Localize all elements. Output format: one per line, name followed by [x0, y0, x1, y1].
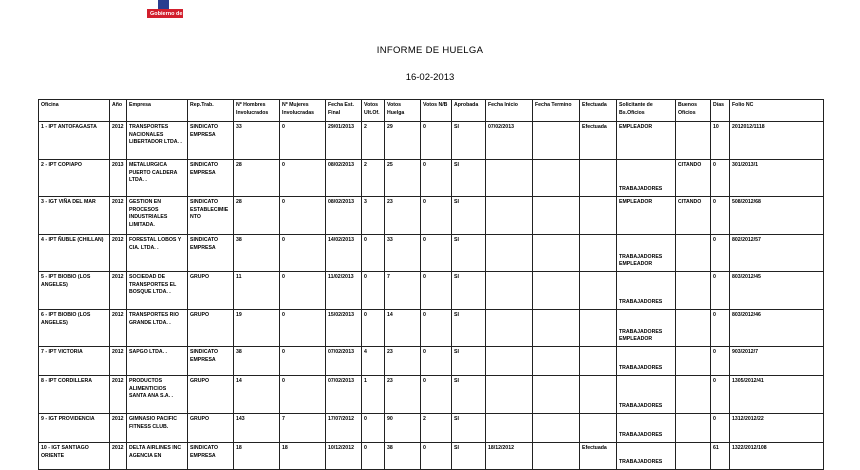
cell-oficina: 1 - IPT ANTOFAGASTA — [39, 122, 110, 160]
cell-aprobada: SI — [452, 443, 486, 470]
cell-hombres: 38 — [234, 347, 280, 376]
cell-folio: 1305/2012/41 — [730, 376, 824, 414]
cell-hombres: 33 — [234, 122, 280, 160]
cell-fecha-termino — [533, 197, 580, 235]
solicitante-top: EMPLEADOR — [619, 124, 653, 130]
cell-aprobada: SI — [452, 310, 486, 347]
cell-rep: SINDICATO EMPRESA — [188, 347, 234, 376]
cell-votos-nb: 0 — [421, 122, 452, 160]
cell-aprobada: SI — [452, 414, 486, 443]
cell-anio: 2012 — [110, 376, 127, 414]
cell-votos-nb: 0 — [421, 443, 452, 470]
col-header-rep-trab: Rep.Trab. — [188, 100, 234, 122]
cell-votos-huelga: 7 — [385, 272, 421, 310]
cell-efectuada — [580, 272, 617, 310]
cell-mujeres: 7 — [280, 414, 326, 443]
cell-rep: GRUPO — [188, 414, 234, 443]
cell-empresa: DELTA AIRLINES INC AGENCIA EN — [127, 443, 188, 470]
cell-aprobada: SI — [452, 197, 486, 235]
cell-oficina: 3 - IGT VIÑA DEL MAR — [39, 197, 110, 235]
cell-votos-huelga: 90 — [385, 414, 421, 443]
cell-votos-nb: 2 — [421, 414, 452, 443]
cell-buenos-oficios — [676, 272, 711, 310]
cell-votos-nb: 0 — [421, 272, 452, 310]
cell-buenos-oficios: CITANDO — [676, 160, 711, 197]
cell-dias: 0 — [711, 376, 730, 414]
cell-fecha-termino — [533, 414, 580, 443]
cell-votos-ult: 0 — [362, 414, 385, 443]
cell-fecha-est: 14/02/2013 — [326, 235, 362, 272]
table-row — [39, 272, 824, 310]
table-row — [39, 414, 824, 443]
cell-folio: 301/2013/1 — [730, 160, 824, 197]
table-row — [39, 347, 824, 376]
cell-votos-huelga: 29 — [385, 122, 421, 160]
solicitante-bottom: TRABAJADORES — [619, 186, 663, 193]
cell-dias: 0 — [711, 310, 730, 347]
cell-folio: 803/2012/46 — [730, 310, 824, 347]
cell-folio: 903/2012/7 — [730, 347, 824, 376]
cell-fecha-termino — [533, 376, 580, 414]
cell-hombres: 19 — [234, 310, 280, 347]
col-header-votos-huelga: Votos Huelga — [385, 100, 421, 122]
cell-buenos-oficios — [676, 235, 711, 272]
cell-fecha-termino — [533, 160, 580, 197]
cell-oficina: 5 - IPT BIOBIO (LOS ANGELES) — [39, 272, 110, 310]
cell-fecha-inicio — [486, 272, 533, 310]
cell-folio: 1322/2012/108 — [730, 443, 824, 470]
cell-efectuada: Efectuada — [580, 122, 617, 160]
cell-hombres: 38 — [234, 235, 280, 272]
cell-oficina: 9 - IGT PROVIDENCIA — [39, 414, 110, 443]
cell-aprobada: SI — [452, 235, 486, 272]
table-row — [39, 310, 824, 347]
cell-solicitante — [617, 197, 676, 235]
cell-efectuada — [580, 376, 617, 414]
cell-efectuada — [580, 310, 617, 347]
cell-votos-ult: 1 — [362, 376, 385, 414]
cell-votos-ult: 0 — [362, 272, 385, 310]
cell-fecha-est: 29/01/2013 — [326, 122, 362, 160]
col-header-empresa: Empresa — [127, 100, 188, 122]
table-header-row — [39, 100, 824, 122]
cell-votos-ult: 3 — [362, 197, 385, 235]
cell-fecha-inicio — [486, 414, 533, 443]
col-header-aprobada: Aprobada — [452, 100, 486, 122]
cell-fecha-inicio: 07/02/2013 — [486, 122, 533, 160]
solicitante-bottom: TRABAJADORES — [619, 299, 663, 306]
cell-oficina: 8 - IPT CORDILLERA — [39, 376, 110, 414]
cell-mujeres: 0 — [280, 347, 326, 376]
table-row — [39, 235, 824, 272]
cell-votos-huelga: 23 — [385, 197, 421, 235]
cell-folio: 802/2012/57 — [730, 235, 824, 272]
col-header-votos-ult: Votos Ult.Of. — [362, 100, 385, 122]
cell-dias: 0 — [711, 197, 730, 235]
cell-solicitante — [617, 443, 676, 470]
cell-solicitante — [617, 235, 676, 272]
cell-aprobada: SI — [452, 376, 486, 414]
cell-fecha-inicio — [486, 376, 533, 414]
cell-votos-ult: 0 — [362, 310, 385, 347]
cell-solicitante — [617, 122, 676, 160]
cell-fecha-termino — [533, 310, 580, 347]
cell-buenos-oficios — [676, 310, 711, 347]
cell-mujeres: 0 — [280, 376, 326, 414]
cell-anio: 2012 — [110, 272, 127, 310]
cell-fecha-est: 15/02/2013 — [326, 310, 362, 347]
cell-fecha-termino — [533, 122, 580, 160]
cell-empresa: SOCIEDAD DE TRANSPORTES EL BOSQUE LTDA. . — [127, 272, 188, 310]
cell-solicitante — [617, 310, 676, 347]
cell-folio: 2012012/1118 — [730, 122, 824, 160]
cell-folio: 803/2012/45 — [730, 272, 824, 310]
cell-hombres: 143 — [234, 414, 280, 443]
cell-buenos-oficios: CITANDO — [676, 197, 711, 235]
cell-fecha-inicio — [486, 235, 533, 272]
cell-fecha-inicio — [486, 160, 533, 197]
cell-hombres: 18 — [234, 443, 280, 470]
cell-dias: 0 — [711, 414, 730, 443]
cell-fecha-inicio: 18/12/2012 — [486, 443, 533, 470]
cell-buenos-oficios — [676, 376, 711, 414]
cell-votos-huelga: 25 — [385, 160, 421, 197]
cell-votos-huelga: 14 — [385, 310, 421, 347]
cell-votos-nb: 0 — [421, 235, 452, 272]
cell-solicitante — [617, 414, 676, 443]
solicitante-bottom: TRABAJADORES — [619, 403, 663, 410]
table-row — [39, 197, 824, 235]
cell-fecha-est: 11/02/2013 — [326, 272, 362, 310]
cell-oficina: 7 - IPT VICTORIA — [39, 347, 110, 376]
logo-white-block — [147, 0, 158, 9]
cell-dias: 0 — [711, 347, 730, 376]
cell-rep: SINDICATO EMPRESA — [188, 122, 234, 160]
col-header-oficina: Oficina — [39, 100, 110, 122]
cell-mujeres: 18 — [280, 443, 326, 470]
strike-report-table — [38, 99, 824, 470]
cell-hombres: 14 — [234, 376, 280, 414]
cell-mujeres: 0 — [280, 272, 326, 310]
col-header-efectuada: Efectuada — [580, 100, 617, 122]
report-date: 16-02-2013 — [405, 72, 455, 83]
cell-votos-ult: 4 — [362, 347, 385, 376]
table-row — [39, 160, 824, 197]
cell-anio: 2012 — [110, 310, 127, 347]
cell-rep: SINDICATO EMPRESA — [188, 235, 234, 272]
cell-hombres: 11 — [234, 272, 280, 310]
col-header-solicitante: Solicitante de Bs.Oficios — [617, 100, 676, 122]
cell-fecha-est: 08/02/2013 — [326, 160, 362, 197]
cell-rep: SINDICATO ESTABLECIMIENTO — [188, 197, 234, 235]
solicitante-bottom: TRABAJADORES EMPLEADOR — [619, 253, 663, 268]
cell-votos-nb: 0 — [421, 160, 452, 197]
cell-mujeres: 0 — [280, 310, 326, 347]
cell-votos-ult: 0 — [362, 443, 385, 470]
cell-aprobada: SI — [452, 272, 486, 310]
cell-dias: 0 — [711, 160, 730, 197]
cell-rep: GRUPO — [188, 272, 234, 310]
table-row — [39, 122, 824, 160]
cell-votos-ult: 2 — [362, 122, 385, 160]
cell-votos-huelga: 38 — [385, 443, 421, 470]
cell-efectuada — [580, 197, 617, 235]
cell-aprobada: SI — [452, 122, 486, 160]
cell-oficina: 4 - IPT ÑUBLE (CHILLAN) — [39, 235, 110, 272]
cell-solicitante — [617, 272, 676, 310]
cell-rep: GRUPO — [188, 310, 234, 347]
col-header-mujeres: Nº Mujeres Involucradas — [280, 100, 326, 122]
logo-blue-block — [158, 0, 169, 9]
cell-votos-nb: 0 — [421, 347, 452, 376]
cell-dias: 0 — [711, 272, 730, 310]
cell-votos-huelga: 23 — [385, 347, 421, 376]
report-title: INFORME DE HUELGA — [376, 45, 484, 56]
col-header-buenos-oficios: Buenos Oficios — [676, 100, 711, 122]
gobierno-logo — [147, 0, 183, 9]
cell-buenos-oficios — [676, 122, 711, 160]
cell-fecha-inicio — [486, 197, 533, 235]
cell-anio: 2013 — [110, 160, 127, 197]
cell-dias: 10 — [711, 122, 730, 160]
col-header-folio: Folio NC — [730, 100, 824, 122]
cell-aprobada: SI — [452, 160, 486, 197]
cell-votos-ult: 0 — [362, 235, 385, 272]
cell-mujeres: 0 — [280, 122, 326, 160]
cell-anio: 2012 — [110, 443, 127, 470]
cell-fecha-est: 07/02/2013 — [326, 347, 362, 376]
cell-anio: 2012 — [110, 414, 127, 443]
cell-empresa: PRODUCTOS ALIMENTICIOS SANTA ANA S.A. . — [127, 376, 188, 414]
cell-empresa: SAPGO LTDA. . — [127, 347, 188, 376]
cell-hombres: 28 — [234, 160, 280, 197]
cell-anio: 2012 — [110, 197, 127, 235]
cell-aprobada: SI — [452, 347, 486, 376]
cell-buenos-oficios — [676, 414, 711, 443]
cell-efectuada — [580, 414, 617, 443]
cell-votos-huelga: 33 — [385, 235, 421, 272]
cell-oficina: 10 - IGT SANTIAGO ORIENTE — [39, 443, 110, 470]
cell-mujeres: 0 — [280, 197, 326, 235]
cell-rep: SINDICATO EMPRESA — [188, 160, 234, 197]
cell-rep: SINDICATO EMPRESA — [188, 443, 234, 470]
cell-fecha-est: 17/07/2012 — [326, 414, 362, 443]
cell-fecha-termino — [533, 443, 580, 470]
cell-oficina: 6 - IPT BIOBIO (LOS ANGELES) — [39, 310, 110, 347]
cell-empresa: GIMNASIO PACIFIC FITNESS CLUB. — [127, 414, 188, 443]
col-header-fecha-termino: Fecha Termino — [533, 100, 580, 122]
cell-fecha-termino — [533, 347, 580, 376]
cell-buenos-oficios — [676, 347, 711, 376]
solicitante-bottom: TRABAJADORES — [619, 459, 663, 466]
cell-anio: 2012 — [110, 235, 127, 272]
cell-empresa: METALURGICA PUERTO CALDERA LTDA. . — [127, 160, 188, 197]
col-header-anio: Año — [110, 100, 127, 122]
table-row — [39, 376, 824, 414]
col-header-hombres: Nº Hombres Involucrados — [234, 100, 280, 122]
cell-solicitante — [617, 347, 676, 376]
cell-fecha-inicio — [486, 310, 533, 347]
cell-empresa: GESTION EN PROCESOS INDUSTRIALES LIMITADA. — [127, 197, 188, 235]
cell-dias: 61 — [711, 443, 730, 470]
cell-efectuada — [580, 235, 617, 272]
cell-empresa: FORESTAL LOBOS Y CIA. LTDA. . — [127, 235, 188, 272]
cell-votos-ult: 2 — [362, 160, 385, 197]
solicitante-bottom: TRABAJADORES — [619, 432, 663, 439]
cell-folio: 1312/2012/22 — [730, 414, 824, 443]
col-header-votos-nb: Votos N/B — [421, 100, 452, 122]
table-row — [39, 443, 824, 470]
cell-efectuada — [580, 347, 617, 376]
cell-fecha-est: 07/02/2013 — [326, 376, 362, 414]
col-header-dias: Días — [711, 100, 730, 122]
cell-dias: 0 — [711, 235, 730, 272]
cell-rep: GRUPO — [188, 376, 234, 414]
cell-votos-huelga: 23 — [385, 376, 421, 414]
cell-mujeres: 0 — [280, 235, 326, 272]
solicitante-top: EMPLEADOR — [619, 199, 653, 205]
cell-folio: 508/2012/68 — [730, 197, 824, 235]
cell-empresa: TRANSPORTES RIO GRANDE LTDA. . — [127, 310, 188, 347]
cell-votos-nb: 0 — [421, 197, 452, 235]
cell-efectuada — [580, 160, 617, 197]
cell-solicitante — [617, 376, 676, 414]
cell-oficina: 2 - IPT COPIAPO — [39, 160, 110, 197]
col-header-fecha-inicio: Fecha Inicio — [486, 100, 533, 122]
cell-fecha-termino — [533, 272, 580, 310]
cell-anio: 2012 — [110, 122, 127, 160]
cell-votos-nb: 0 — [421, 376, 452, 414]
cell-solicitante — [617, 160, 676, 197]
cell-mujeres: 0 — [280, 160, 326, 197]
cell-fecha-est: 08/02/2013 — [326, 197, 362, 235]
cell-fecha-inicio — [486, 347, 533, 376]
logo-text: Gobierno de Chile — [150, 11, 198, 17]
col-header-fecha-est: Fecha Est. Final — [326, 100, 362, 122]
cell-votos-nb: 0 — [421, 310, 452, 347]
cell-fecha-termino — [533, 235, 580, 272]
solicitante-bottom: TRABAJADORES — [619, 365, 663, 372]
cell-anio: 2012 — [110, 347, 127, 376]
cell-fecha-est: 10/12/2012 — [326, 443, 362, 470]
cell-buenos-oficios — [676, 443, 711, 470]
cell-hombres: 28 — [234, 197, 280, 235]
solicitante-bottom: TRABAJADORES EMPLEADOR — [619, 328, 663, 343]
cell-efectuada: Efectuada — [580, 443, 617, 470]
cell-empresa: TRANSPORTES NACIONALES LIBERTADOR LTDA. . — [127, 122, 188, 160]
